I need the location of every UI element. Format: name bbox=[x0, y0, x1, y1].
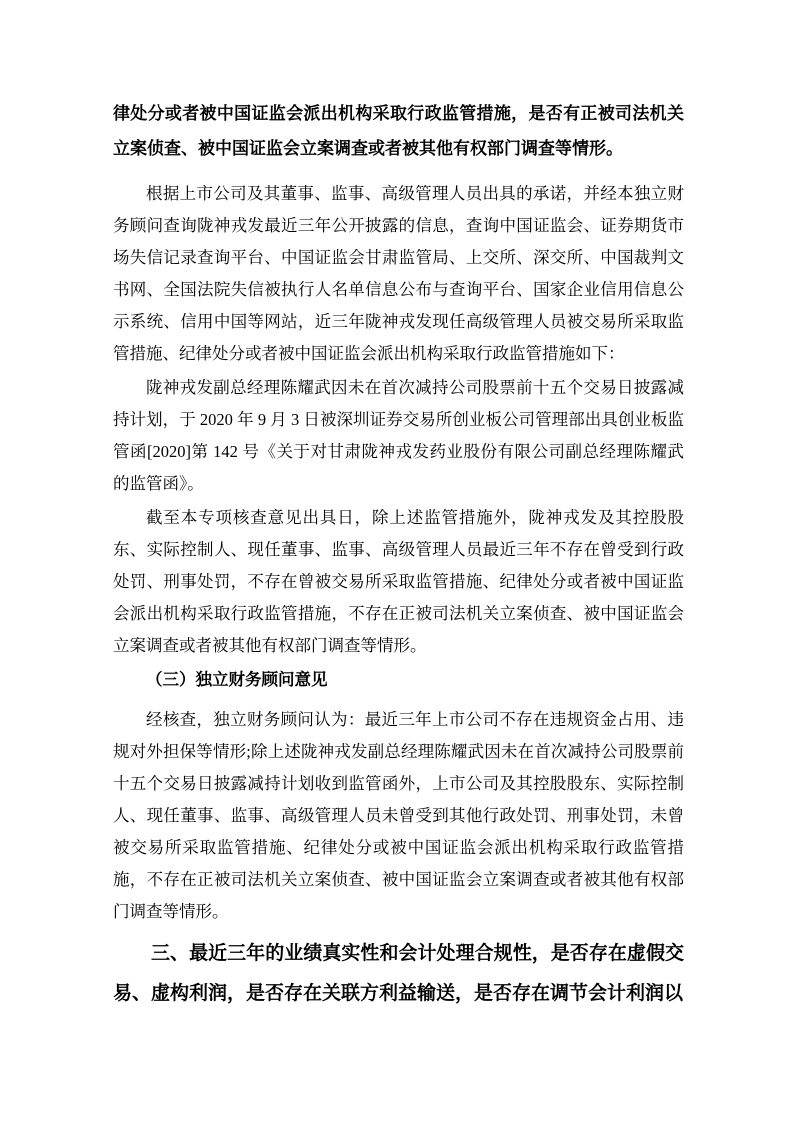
heading-section-three-performance-authenticity: 三、最近三年的业绩真实性和会计处理合规性，是否存在虚假交易、虚构利润，是否存在关联方利益输送，是否存在调节会计利润以 bbox=[113, 943, 684, 1004]
heading-continuation-discipline-measures: 律处分或者被中国证监会派出机构采取行政监管措施，是否有正被司法机关立案侦查、被中国证监会立案调查或者被其他有权部门调查等情形。 bbox=[113, 104, 684, 158]
subheading-independent-financial-advisor-opinion: （三）独立财务顾问意见 bbox=[146, 670, 328, 689]
paragraph-inquiry-sources: 根据上市公司及其董事、监事、高级管理人员出具的承诺，并经本独立财务顾问查询陇神戎发最近三年公开披露的信息，查询中国证监会、证券期货市场失信记录查询平台、中国证监会甘肃监管局、上交所、深交所、中国裁判文书网、全国法院失信被执行人名单信息公布与查询平台、国家企业信用信息公示系统、信用中国等网站，近三年陇神戎发现任高级管理人员被交易所采取监管措施、纪律处分或者被中国证监会派出机构采取行政监管措施如下： bbox=[113, 184, 684, 363]
paragraph-chen-yaowu-regulatory-letter: 陇神戎发副总经理陈耀武因未在首次减持公司股票前十五个交易日披露减持计划，于 2020 年 9 月 3 日被深圳证券交易所创业板公司管理部出具创业板监管函[2020]第 142 号《关于对甘肃陇神戎发药业股份有限公司副总经理陈耀武的监管函》。 bbox=[113, 378, 684, 493]
paragraph-advisor-opinion-conclusion: 经核查，独立财务顾问认为：最近三年上市公司不存在违规资金占用、违规对外担保等情形;除上述陇神戎发副总经理陈耀武因未在首次减持公司股票前十五个交易日披露减持计划收到监管函外，上市公司及其控股股东、实际控制人、现任董事、监事、高级管理人员未曾受到其他行政处罚、刑事处罚，未曾被交易所采取监管措施、纪律处分或被中国证监会派出机构采取行政监管措施，不存在正被司法机关立案侦查、被中国证监会立案调查或者被其他有权部门调查等情形。 bbox=[113, 710, 684, 921]
paragraph-no-other-violations: 截至本专项核查意见出具日，除上述监管措施外，陇神戎发及其控股股东、实际控制人、现任董事、监事、高级管理人员最近三年不存在曾受到行政处罚、刑事处罚，不存在曾被交易所采取监管措施、纪律处分或者被中国证监会派出机构采取行政监管措施，不存在正被司法机关立案侦查、被中国证监会立案调查或者被其他有权部门调查等情形。 bbox=[113, 508, 684, 655]
document-content bbox=[113, 96, 684, 1014]
